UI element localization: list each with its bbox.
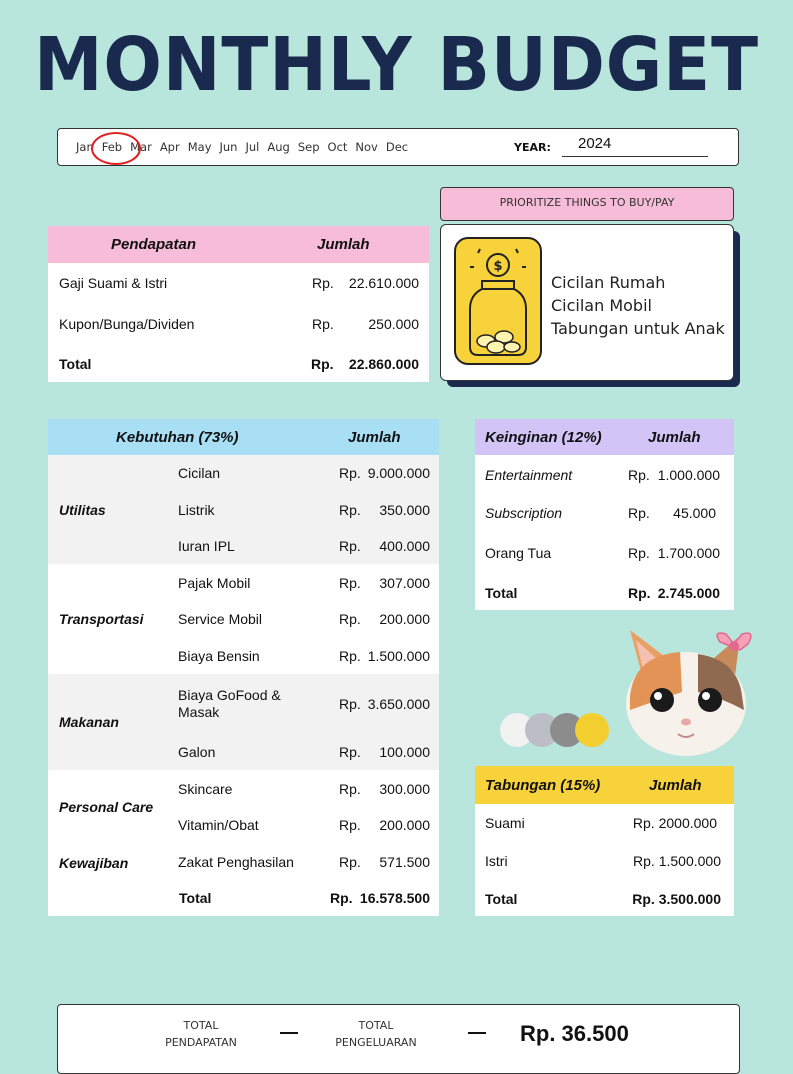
needs-col-label: Kebutuhan (73%) — [116, 428, 239, 446]
savings-row-amount-full — [625, 853, 721, 869]
income-row-label: Kupon/Bunga/Dividen — [59, 316, 195, 332]
income-row-amount: 22.610.000 — [348, 275, 419, 291]
wants-row-label: Orang Tua — [485, 545, 552, 561]
month-mar[interactable]: Mar — [130, 140, 152, 154]
income-total-amount: 22.860.000 — [348, 356, 419, 372]
income-row-label: Gaji Suami & Istri — [59, 275, 168, 291]
needs-item-label: Listrik — [178, 502, 215, 518]
savings-col-label: Tabungan (15%) — [485, 776, 601, 794]
income-total-cur: Rp. — [311, 356, 334, 372]
savings-row-amount-full — [625, 815, 717, 831]
wants-total-label: Total — [485, 585, 518, 601]
needs-item-amount: 200.000 — [379, 817, 430, 833]
savings-total-cur: Rp. — [632, 891, 655, 907]
needs-item-label: Zakat Penghasilan — [178, 854, 294, 870]
color-swatches — [500, 713, 610, 749]
wants-row-label: Subscription — [485, 505, 563, 521]
month-sep[interactable]: Sep — [297, 140, 320, 154]
savings-total-full — [625, 891, 721, 907]
needs-table — [48, 419, 439, 916]
income-col-label: Pendapatan — [111, 236, 197, 253]
income-row-cur: Rp. — [312, 275, 334, 291]
priority-list — [551, 271, 725, 340]
month-jan[interactable]: Jan — [76, 140, 94, 154]
needs-item-cur: Rp. — [339, 817, 361, 833]
month-selector — [57, 128, 739, 166]
savings-total-amount: 3.500.000 — [658, 891, 721, 907]
needs-item-amount: 571.500 — [379, 854, 430, 870]
needs-item-label: Vitamin/Obat — [178, 817, 259, 833]
needs-item-label: Service Mobil — [178, 611, 263, 627]
savings-row-amount: 1.500.000 — [658, 853, 721, 869]
wants-row-amount: 1.700.000 — [657, 545, 720, 561]
total-expense-label: TOTAL PENGELUARAN — [335, 1019, 417, 1049]
net-result: Rp. 36.500 — [520, 1021, 629, 1046]
savings-row-amount: 2000.000 — [658, 815, 717, 831]
wants-row-cur: Rp. — [628, 545, 650, 561]
income-col-amount: Jumlah — [317, 236, 370, 253]
needs-header — [48, 419, 439, 455]
needs-item-amount: 307.000 — [379, 575, 430, 591]
month-nov[interactable]: Nov — [355, 140, 378, 154]
group-kewajiban: Kewajiban — [59, 855, 129, 871]
wants-total-amount: 2.745.000 — [657, 585, 720, 601]
needs-item-label: Biaya Bensin — [178, 648, 260, 664]
needs-item-amount: 3.650.000 — [367, 696, 430, 712]
needs-item-cur: Rp. — [339, 648, 361, 664]
group-makanan: Makanan — [59, 714, 119, 730]
income-table — [48, 226, 429, 382]
needs-item-cur: Rp. — [339, 465, 361, 481]
wants-col-label: Keinginan (12%) — [485, 428, 602, 446]
month-jul[interactable]: Jul — [245, 140, 260, 154]
month-dec[interactable]: Dec — [385, 140, 409, 154]
total-income-label: TOTAL PENDAPATAN — [165, 1019, 237, 1049]
needs-item-amount: 350.000 — [379, 502, 430, 518]
page-title: MONTHLY BUDGET — [34, 22, 759, 108]
needs-item-cur: Rp. — [339, 696, 361, 712]
wants-header — [475, 419, 734, 455]
selected-month-circle — [91, 132, 141, 165]
wants-row-amount: 1.000.000 — [657, 467, 720, 483]
group-personal-care: Personal Care — [59, 799, 154, 815]
wants-row-cur: Rp. — [628, 467, 650, 483]
needs-item-label: Galon — [178, 744, 216, 760]
group-transportasi: Transportasi — [59, 611, 144, 627]
year-label: YEAR: — [514, 141, 551, 154]
wants-row-cur: Rp. — [628, 505, 650, 521]
needs-item-cur: Rp. — [339, 538, 361, 554]
wants-col-amount: Jumlah — [648, 428, 701, 446]
priority-card — [440, 224, 734, 381]
swatch — [575, 713, 609, 747]
income-row-amount: 250.000 — [368, 316, 419, 332]
wants-total-cur: Rp. — [628, 585, 651, 601]
priority-item: Cicilan Mobil — [551, 296, 652, 315]
savings-total-label: Total — [485, 891, 518, 907]
priority-header: PRIORITIZE THINGS TO BUY/PAY — [440, 187, 734, 221]
needs-item-amount: 400.000 — [379, 538, 430, 554]
needs-item-label: Skincare — [178, 781, 233, 797]
needs-total-amount: 16.578.500 — [359, 890, 430, 906]
needs-total-cur: Rp. — [330, 890, 353, 906]
month-jun[interactable]: Jun — [219, 140, 238, 154]
needs-item-cur: Rp. — [339, 781, 361, 797]
month-apr[interactable]: Apr — [159, 140, 180, 154]
cat-sticker — [622, 622, 762, 762]
needs-item-cur: Rp. — [339, 611, 361, 627]
savings-row-label: Istri — [485, 853, 508, 869]
needs-item-cur: Rp. — [339, 854, 361, 870]
needs-item-label: Iuran IPL — [178, 538, 235, 554]
priority-item: Cicilan Rumah — [551, 273, 666, 292]
money-jar-icon — [454, 237, 542, 365]
minus-sign — [280, 1032, 298, 1034]
savings-table — [475, 766, 734, 916]
income-row-cur: Rp. — [312, 316, 334, 332]
savings-row-cur: Rp. — [632, 815, 655, 831]
priority-item: Tabungan untuk Anak — [551, 319, 725, 338]
svg-text:$: $ — [493, 259, 503, 274]
savings-row-label: Suami — [485, 815, 525, 831]
income-header — [48, 226, 429, 263]
needs-item-cur: Rp. — [339, 502, 361, 518]
income-total-label: Total — [59, 356, 92, 372]
wants-row-amount: 45.000 — [673, 505, 716, 521]
needs-item-amount: 200.000 — [379, 611, 430, 627]
savings-header — [475, 766, 734, 804]
footer-summary — [57, 1004, 740, 1074]
needs-item-amount: 1.500.000 — [367, 648, 430, 664]
wants-row-label: Entertainment — [485, 467, 573, 483]
group-utilitas: Utilitas — [59, 502, 106, 518]
needs-item-cur: Rp. — [339, 575, 361, 591]
month-aug[interactable]: Aug — [267, 140, 290, 154]
needs-item-cur: Rp. — [339, 744, 361, 760]
needs-item-amount: 100.000 — [379, 744, 430, 760]
needs-col-amount: Jumlah — [348, 428, 401, 446]
savings-col-amount: Jumlah — [649, 776, 702, 794]
needs-item-amount: 9.000.000 — [367, 465, 430, 481]
savings-row-cur: Rp. — [633, 853, 655, 869]
wants-table — [475, 419, 734, 610]
month-may[interactable]: May — [187, 140, 212, 154]
needs-item-label: Pajak Mobil — [178, 575, 251, 591]
needs-total-label: Total — [179, 890, 212, 906]
month-feb[interactable]: Feb — [101, 140, 123, 154]
equals-sign — [468, 1032, 486, 1034]
needs-item-amount: 300.000 — [379, 781, 430, 797]
year-field[interactable]: 2024 — [562, 135, 708, 157]
needs-item-label: Biaya GoFood & Masak — [178, 687, 281, 720]
needs-item-label: Cicilan — [178, 465, 221, 481]
month-oct[interactable]: Oct — [327, 140, 348, 154]
